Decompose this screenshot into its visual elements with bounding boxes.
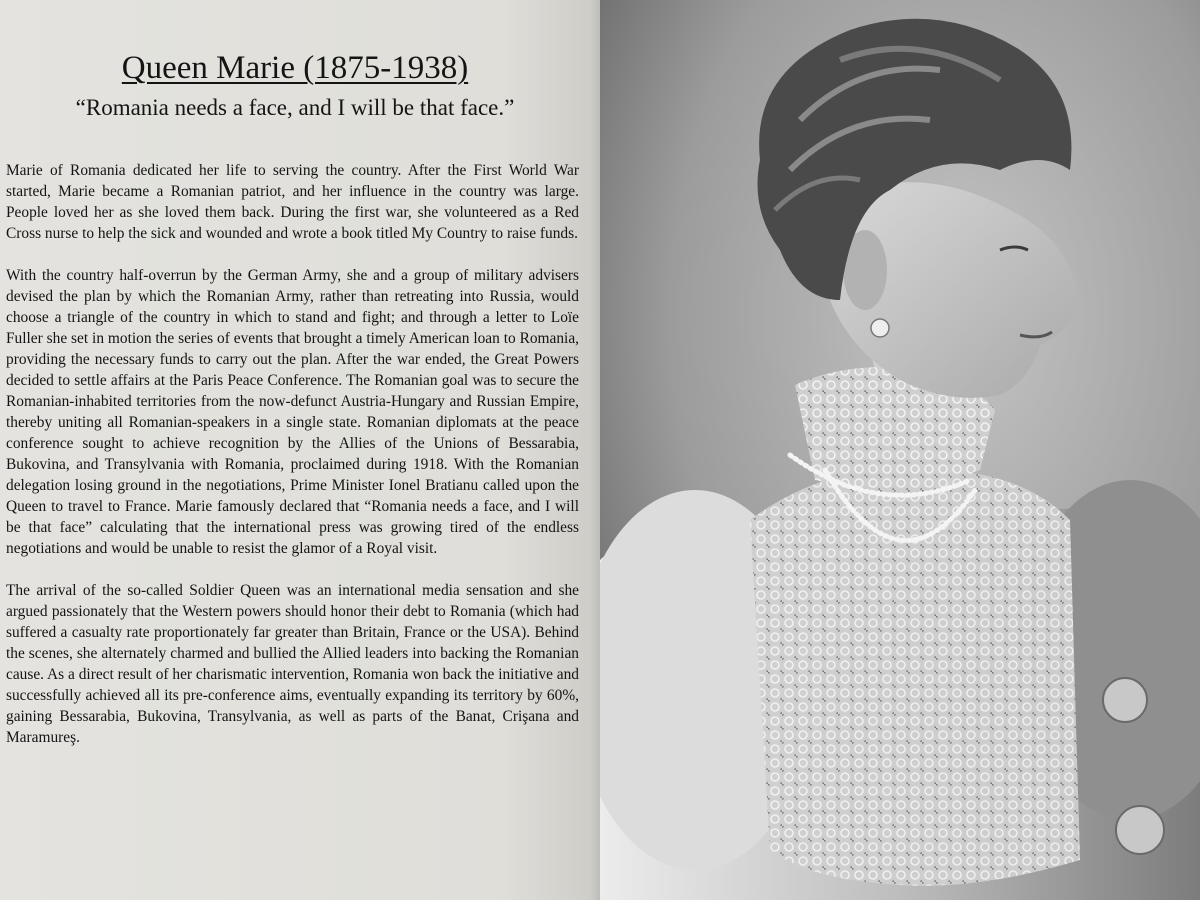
text-panel bbox=[0, 0, 590, 900]
paragraph-3: The arrival of the so-called Soldier Queen was an international media sensation and she argued passionately that the Western powers should honor their debt to Romania (which had suffered a casualty rate proportionately far greater than Britain, France or the USA). Behind the scenes, she alternately charmed and bullied the Allied leaders into backing the Romanian cause. As a direct result of her charismatic intervention, Romania won back the initiative and successfully achieved all its pre-conference aims, eventually expanding its territory by 60%, gaining Bessarabia, Bukovina, Transylvania, as well as parts of the Banat, Crişana and Maramureş. bbox=[6, 582, 579, 746]
body-text bbox=[6, 160, 579, 769]
page-title: Queen Marie (1875-1938) bbox=[121, 50, 469, 86]
quote-subtitle: “Romania needs a face, and I will be that face.” bbox=[75, 95, 515, 120]
portrait-photo bbox=[600, 0, 1200, 900]
paragraph-1: Marie of Romania dedicated her life to serving the country. After the First World War started, Marie became a Romanian patriot, and her influence in the country was large. People loved her as she loved them back. During the first war, she volunteered as a Red Cross nurse to help the sick and wounded and wrote a book titled My Country to raise funds. bbox=[6, 162, 579, 242]
panel-divider bbox=[590, 0, 600, 900]
portrait-illustration bbox=[600, 0, 1200, 900]
paragraph-2: With the country half-overrun by the German Army, she and a group of military advisers devised the plan by which the Romanian Army, rather than retreating into Russia, would choose a triangle of the country in which to stand and fight; and through a letter to Loïe Fuller she set in motion the series of events that brought a timely American loan to Romania, providing the necessary funds to carry out the plan. After the war ended, the Great Powers decided to settle affairs at the Paris Peace Conference. The Romanian goal was to secure the Romanian-inhabited territories from the now-defunct Austria-Hungary and Russian Empire, thereby uniting all Romanian-speakers in a single state. Romanian diplomats at the peace conference sought to achieve recognition by the Allies of the Unions of Bessarabia, Bukovina, and Transylvania with Romania, proclaimed during 1918. With the Romanian delegation losing ground in the negotiations, Prime Minister Ionel Bratianu called upon the Queen to travel to France. Marie famously declared that “Romania needs a face, and I will be that face” calculating that the international press was growing tired of the endless negotiations and would be unable to resist the glamor of a Royal visit. bbox=[6, 267, 579, 557]
